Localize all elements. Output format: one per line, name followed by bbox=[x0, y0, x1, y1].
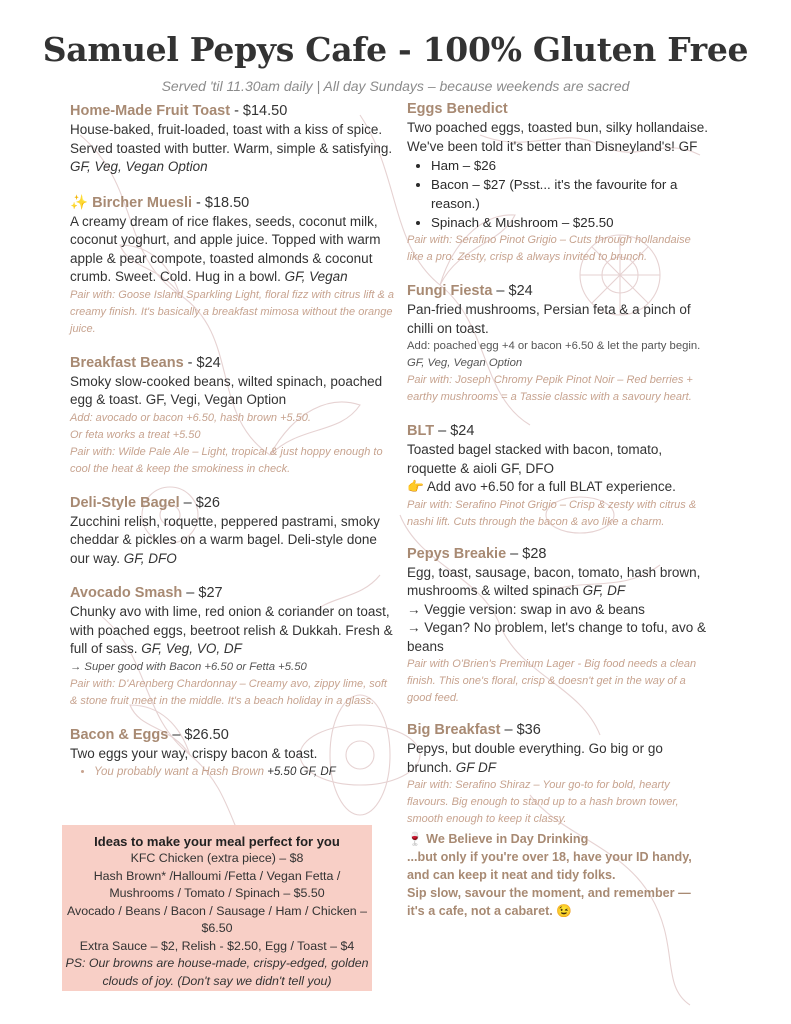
day-drinking-line: ...but only if you're over 18, have your ID handy, and can keep it neat and tidy folks. bbox=[407, 850, 692, 882]
menu-item-breakfast-beans bbox=[70, 354, 396, 478]
item-add-on: Add: avocado or bacon +6.50, hash brown +5.50. bbox=[70, 411, 311, 424]
item-name: Big Breakfast bbox=[407, 722, 501, 738]
item-description: Two poached eggs, toasted bun, silky hollandaise. We've been told it's better than Disneyland's! GF bbox=[407, 120, 708, 154]
drink-pairing: Pair with: D'Arenberg Chardonnay – Creamy avo, zippy lime, soft & stone fruit meet in the middle. It's a beach holiday in a glass. bbox=[70, 677, 387, 707]
extras-box bbox=[62, 825, 372, 991]
menu-column-left bbox=[70, 100, 396, 782]
menu-item-pepys-breakie bbox=[407, 545, 709, 708]
suggestion-text: You probably want a Hash Brown bbox=[94, 766, 265, 778]
item-description: Toasted bagel stacked with bacon, tomato, roquette & aioli GF, DFO bbox=[407, 442, 663, 476]
item-dietary-tags: GF, Veg, VO, DF bbox=[141, 641, 242, 656]
item-dietary-tags: GF, Vegan bbox=[284, 269, 348, 284]
item-dietary-tags: GF, DFO bbox=[123, 550, 177, 566]
extras-line: Avocado / Beans / Bacon / Sausage / Ham / Chicken – $6.50 bbox=[66, 903, 368, 935]
item-add-on: 👉 Add avo +6.50 for a full BLAT experience. bbox=[407, 479, 676, 494]
item-name: Avocado Smash bbox=[70, 585, 183, 601]
menu-item-blt bbox=[407, 422, 709, 531]
item-add-on: Add: poached egg +4 or bacon +6.50 & let the party begin. bbox=[407, 340, 701, 352]
item-name: Home-Made Fruit Toast bbox=[70, 103, 231, 119]
item-description: Pan-fried mushrooms, Persian feta & a pinch of chilli on toast. bbox=[407, 302, 691, 336]
item-option-veggie: → Veggie version: swap in avo & beans bbox=[407, 601, 645, 617]
item-price: – $36 bbox=[500, 722, 541, 738]
item-description: Two eggs your way, crispy bacon & toast. bbox=[70, 745, 318, 761]
menu-item-avocado-smash bbox=[70, 584, 396, 710]
item-description: A creamy dream of rice flakes, seeds, coconut milk, coconut yoghurt, and apple juice. Topped with warm apple & pear compote, toasted almonds & coconut crumb. Sweet. Cold. Hug in a bowl. bbox=[70, 213, 381, 284]
item-price: – $24 bbox=[434, 423, 475, 439]
item-price: – $28 bbox=[506, 545, 547, 562]
extras-line: Extra Sauce – $2, Relish - $2.50, Egg / Toast – $4 bbox=[79, 938, 355, 953]
item-price: - $24 bbox=[183, 354, 221, 371]
menu-column-right bbox=[407, 100, 709, 920]
item-name: Bacon & Eggs bbox=[70, 726, 169, 743]
extras-ps: PS: Our browns are house-made, crispy-edged, golden clouds of joy. (Don't say we didn't tell you) bbox=[65, 956, 369, 988]
list-item: • Bacon – $27 (Psst... it's the favourite for a reason.) bbox=[431, 175, 709, 213]
extras-line: KFC Chicken (extra piece) – $8 bbox=[130, 851, 304, 865]
item-description: Egg, toast, sausage, bacon, tomato, hash brown, mushrooms & wilted spinach bbox=[407, 564, 701, 598]
item-name: Pepys Breakie bbox=[407, 545, 507, 562]
list-item: • Spinach & Mushroom – $25.50 bbox=[431, 213, 709, 232]
item-name: Breakfast Beans bbox=[70, 354, 184, 371]
drink-pairing: Pair with: Serafino Pinot Grigio – Crisp & zesty with citrus & nashi lift. Cuts through the bacon & avo like a charm. bbox=[407, 498, 697, 528]
item-description: Pepys, but double everything. Go big or go brunch. bbox=[407, 741, 663, 775]
drink-pairing: Pair with: Serafino Pinot Grigio – Cuts through hollandaise like a pro. Zesty, crisp & always invited to brunch. bbox=[407, 234, 691, 263]
day-drinking-line: Sip slow, savour the moment, and remember — it's a cafe, not a cabaret. 😉 bbox=[407, 886, 691, 918]
item-price: – $24 bbox=[492, 283, 533, 299]
item-price: – $26 bbox=[179, 494, 220, 511]
item-price: - $18.50 bbox=[192, 194, 250, 211]
drink-pairing: Pair with: Joseph Chromy Pepik Pinot Noir – Red berries + earthy mushrooms = a Tassie classic with a savoury heart. bbox=[407, 374, 693, 403]
item-options-list bbox=[407, 156, 709, 232]
item-name: BLT bbox=[407, 423, 435, 439]
item-name: Eggs Benedict bbox=[407, 101, 508, 117]
drink-pairing: Pair with: Goose Island Sparkling Light, floral fizz with citrus lift & a creamy finish. It's basically a breakfast mimosa without the orange juice. bbox=[70, 288, 395, 335]
sparkle-icon: ✨ bbox=[70, 194, 93, 211]
extras-title: Ideas to make your meal perfect for you bbox=[94, 834, 340, 849]
item-dietary-tags: GF DF bbox=[455, 759, 497, 775]
item-description: Chunky avo with lime, red onion & coriander on toast, with poached eggs, beetroot relish & Dukkah. Fresh & full of sass. bbox=[70, 604, 393, 656]
item-dietary-tags: GF, Veg, Vegan Option bbox=[70, 159, 208, 174]
item-add-on: → Super good with Bacon +6.50 or Fetta +5.50 bbox=[70, 660, 307, 673]
item-name: Deli-Style Bagel bbox=[70, 494, 180, 511]
item-option-vegan: → Vegan? No problem, let's change to tofu, avo & beans bbox=[407, 620, 707, 654]
item-price: – $26.50 bbox=[168, 726, 229, 743]
item-suggestion-list bbox=[70, 763, 396, 782]
menu-item-fruit-toast bbox=[70, 102, 396, 177]
item-description: Smoky slow-cooked beans, wilted spinach, poached egg & toast. GF, Vegi, Vegan Option bbox=[70, 373, 383, 407]
menu-item-eggs-benedict bbox=[407, 100, 709, 266]
menu-item-bircher-muesli bbox=[70, 194, 396, 338]
item-description: Zucchini relish, roquette, peppered pastrami, smoky cheddar & pickles on a warm bagel. Deli-style done our way. bbox=[70, 513, 380, 566]
drink-pairing: Pair with: Wilde Pale Ale – Light, tropical & just hoppy enough to cool the heat & keep the smokiness in check. bbox=[70, 445, 383, 475]
item-dietary-tags: GF, DF bbox=[582, 583, 626, 598]
page-title: Samuel Pepys Cafe - 100% Gluten Free bbox=[42, 30, 749, 69]
item-dietary-tags: GF, DF bbox=[299, 766, 336, 778]
item-price: – $27 bbox=[182, 585, 223, 601]
drink-pairing: Pair with: Serafino Shiraz – Your go-to for bold, hearty flavours. Big enough to stand up to a hash brown tower, smooth enough to keep it classy. bbox=[407, 779, 679, 825]
item-name: Bircher Muesli bbox=[92, 194, 193, 211]
menu-item-deli-bagel bbox=[70, 494, 396, 569]
list-item bbox=[94, 763, 396, 782]
day-drinking-title: 🍷 We Believe in Day Drinking bbox=[407, 832, 589, 846]
item-name: Fungi Fiesta bbox=[407, 283, 493, 299]
item-dietary-tags: GF, Veg, Vegan Option bbox=[407, 357, 523, 369]
list-item: • Ham – $26 bbox=[431, 156, 709, 175]
item-add-on: Or feta works a treat +5.50 bbox=[70, 428, 201, 441]
menu-item-fungi-fiesta bbox=[407, 282, 709, 406]
drink-pairing: Pair with O'Brien's Premium Lager - Big food needs a clean finish. This one's floral, crisp & doesn't get in the way of a good feed. bbox=[407, 658, 697, 704]
suggestion-price: +5.50 bbox=[264, 766, 300, 778]
page-subtitle: Served 'til 11.30am daily | All day Sundays – because weekends are sacred bbox=[161, 78, 630, 94]
item-price: - $14.50 bbox=[230, 103, 288, 119]
menu-item-big-breakfast bbox=[407, 721, 709, 828]
day-drinking-note bbox=[407, 830, 709, 920]
extras-line: Hash Brown* /Halloumi /Fetta / Vegan Fetta / Mushrooms / Tomato / Spinach – $5.50 bbox=[93, 868, 341, 900]
menu-item-bacon-eggs bbox=[70, 726, 396, 783]
item-description: House-baked, fruit-loaded, toast with a kiss of spice. Served toasted with butter. Warm, simple & satisfying. bbox=[70, 122, 393, 156]
